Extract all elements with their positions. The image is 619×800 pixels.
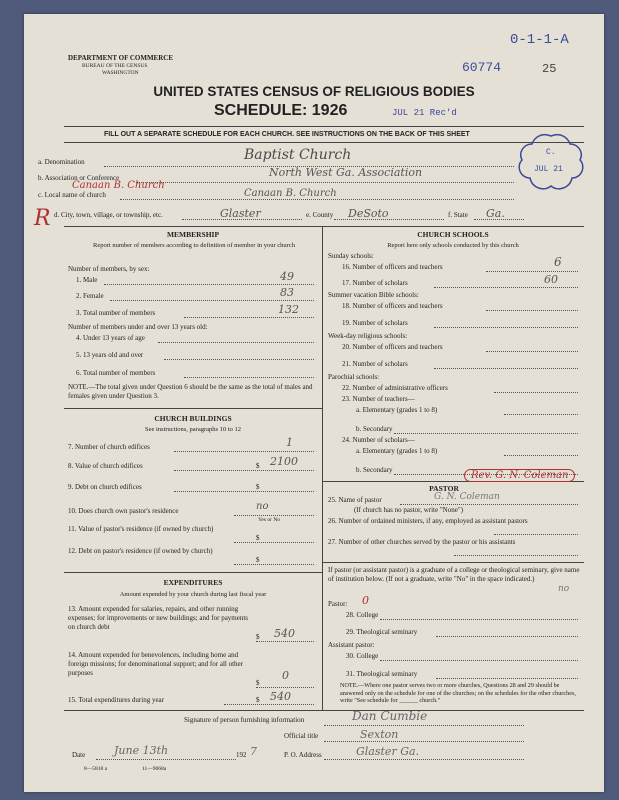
- q24a-line: [504, 455, 578, 456]
- q12-label: 12. Debt on pastor's residence (if owned by church): [68, 547, 213, 555]
- q3-value: 132: [278, 303, 299, 316]
- received-seal-icon: [516, 132, 586, 194]
- column-divider: [322, 226, 323, 710]
- signature-value: Dan Cumbie: [352, 709, 428, 723]
- membership-subtitle: Report number of members according to definition of member in your church: [93, 242, 295, 249]
- q2-value: 83: [280, 286, 294, 299]
- q18-label: 18. Number of officers and teachers: [342, 302, 443, 310]
- local-name-line: [120, 199, 514, 200]
- q24-label: 24. Number of scholars—: [342, 436, 415, 444]
- q11-label: 11. Value of pastor's residence (if owned by church): [68, 525, 214, 533]
- county-label: e. County: [306, 211, 334, 219]
- title-line: [324, 741, 524, 742]
- pastor-title: PASTOR: [429, 484, 459, 493]
- q17-label: 17. Number of scholars: [342, 279, 408, 287]
- q25-note: (If church has no pastor, write "None"): [354, 506, 464, 514]
- sunday-label: Sunday schools:: [328, 252, 374, 260]
- q25-value: G. N. Coleman: [434, 492, 500, 502]
- q1-label: 1. Male: [76, 276, 98, 284]
- department-label: DEPARTMENT OF COMMERCE: [68, 54, 174, 62]
- q28-label: 28. College: [346, 611, 379, 619]
- rule-grid-top: [64, 226, 584, 227]
- code-stamp: 0-1-1-A: [510, 32, 569, 48]
- buildings-subtitle: See instructions, paragraphs 10 to 12: [144, 426, 242, 433]
- q22-line: [494, 392, 578, 393]
- q21-label: 21. Number of scholars: [342, 360, 408, 368]
- census-schedule-page: [24, 14, 604, 792]
- rule-graduate: [322, 562, 584, 563]
- rule-top: [64, 126, 584, 127]
- q14-dollar: $: [256, 679, 260, 687]
- q11-dollar: $: [256, 534, 260, 542]
- city-field-label: d. City, town, village, or township, etc.: [54, 211, 163, 219]
- q7-line: [174, 451, 314, 452]
- rule-instruction: [64, 142, 584, 143]
- q12-dollar: $: [256, 556, 260, 564]
- rule-buildings: [64, 408, 322, 409]
- title-value: Sexton: [360, 728, 399, 741]
- q13-label: 13. Amount expended for salaries, repairs, and other running expenses; for improvements or new buildings; and for payments on church debt: [68, 605, 249, 631]
- form-title: UNITED STATES CENSUS OF RELIGIOUS BODIES: [153, 84, 475, 99]
- date-value: June 13th: [114, 744, 169, 757]
- q9-line: [174, 491, 314, 492]
- title-label: Official title: [284, 732, 319, 740]
- received-stamp: JUL 21 Rec'd: [392, 108, 457, 118]
- association-line: [136, 182, 514, 183]
- q15-dollar: $: [256, 696, 260, 704]
- county-value: DeSoto: [348, 207, 389, 220]
- schools-title: CHURCH SCHOOLS: [417, 230, 489, 239]
- q29-line: [436, 636, 578, 637]
- q23a-line: [504, 414, 578, 415]
- graduate-value: no: [558, 584, 570, 594]
- q23b-label: b. Secondary: [356, 425, 393, 433]
- q6-line: [184, 377, 314, 378]
- q12-line: [234, 564, 314, 565]
- city-value: Glaster: [220, 207, 261, 220]
- bureau-label: BUREAU OF THE CENSUS: [82, 63, 148, 69]
- q10-label: 10. Does church own pastor's residence: [68, 507, 179, 515]
- q27-line: [454, 555, 578, 556]
- q29-label: 29. Theological seminary: [346, 628, 418, 636]
- date-line: [96, 759, 236, 760]
- q17-line: [434, 287, 578, 288]
- q24a-label: a. Elementary (grades 1 to 8): [356, 447, 438, 455]
- parochial-label: Parochial schools:: [328, 373, 380, 381]
- buildings-title: CHURCH BUILDINGS: [154, 414, 232, 423]
- q19-label: 19. Number of scholars: [342, 319, 408, 327]
- q17-value: 60: [544, 273, 558, 286]
- state-label: f. State: [448, 211, 468, 219]
- pastor-sub-label: Pastor:: [328, 600, 348, 608]
- q7-label: 7. Number of church edifices: [68, 443, 150, 451]
- form-subtitle: SCHEDULE: 1926: [214, 102, 348, 119]
- seal-top: C.: [546, 148, 556, 157]
- q2-label: 2. Female: [76, 292, 104, 300]
- q9-label: 9. Debt on church edifices: [68, 483, 142, 491]
- by-sex-label: Number of members, by sex:: [68, 265, 150, 273]
- rule-expenditures: [64, 572, 322, 573]
- yes-no-hint: Yes or No: [258, 517, 281, 523]
- q10-value: no: [256, 501, 269, 512]
- expenditures-subtitle: Amount expended by your church during last fiscal year: [119, 591, 267, 598]
- q13-dollar: $: [256, 633, 260, 641]
- q28-line: [380, 619, 578, 620]
- q5-label: 5. 13 years old and over: [76, 351, 144, 359]
- pastor-sub-value: 0: [362, 594, 369, 607]
- q13-value: 540: [274, 627, 295, 640]
- q3-label: 3. Total number of members: [76, 309, 156, 317]
- age-label: Number of members under and over 13 years old:: [68, 323, 208, 331]
- q4-line: [158, 342, 314, 343]
- q15-label: 15. Total expenditures during year: [68, 696, 164, 704]
- schools-subtitle: Report here only schools conducted by this church: [387, 242, 519, 249]
- q23a-label: a. Elementary (grades 1 to 8): [356, 406, 438, 414]
- q30-label: 30. College: [346, 652, 379, 660]
- q15-line: [224, 704, 314, 705]
- state-value: Ga.: [486, 207, 505, 220]
- instruction-line: FILL OUT A SEPARATE SCHEDULE FOR EACH CHURCH. SEE INSTRUCTIONS ON THE BACK OF THIS SHEET: [104, 131, 470, 138]
- year-prefix: 192: [236, 751, 247, 759]
- q21-line: [434, 368, 578, 369]
- q8-value: 2100: [270, 455, 298, 468]
- summer-label: Summer vacation Bible schools:: [328, 291, 419, 299]
- q20-label: 20. Number of officers and teachers: [342, 343, 443, 351]
- expenditures-title: EXPENDITURES: [163, 578, 223, 587]
- q8-dollar: $: [256, 462, 260, 470]
- q30-line: [380, 660, 578, 661]
- print-code-1: 8—5818 a: [84, 766, 108, 772]
- address-label: P. O. Address: [284, 751, 322, 759]
- q14-value: 0: [282, 669, 289, 682]
- q1-line: [104, 284, 314, 285]
- q25-label: 25. Name of pastor: [328, 496, 382, 504]
- denomination-value: Baptist Church: [244, 147, 352, 163]
- q20-line: [486, 351, 578, 352]
- q15-value: 540: [270, 690, 291, 703]
- q14-line: [256, 687, 314, 688]
- r-mark: R: [34, 206, 51, 231]
- q19-line: [434, 327, 578, 328]
- pastor-note: NOTE.—Where one pastor serves two or more churches, Questions 28 and 29 should be answered only on the schedule for one of the churches; on the schedules for the other churches, write "See schedule for ______ church.": [340, 682, 576, 704]
- denomination-label: a. Denomination: [38, 158, 85, 166]
- q11-line: [234, 542, 314, 543]
- q26-line: [494, 534, 578, 535]
- q22-label: 22. Number of administrative officers: [342, 384, 448, 392]
- year-value: 7: [250, 745, 257, 758]
- q25-line: [400, 504, 578, 505]
- number-stamp: 60774: [462, 60, 502, 75]
- q2-line: [110, 300, 314, 301]
- q23-label: 23. Number of teachers—: [342, 395, 415, 403]
- number2-stamp: 25: [542, 62, 557, 76]
- q5-line: [164, 359, 314, 360]
- local-name-value: Canaan B. Church: [244, 188, 337, 199]
- print-code-2: 11—9068a: [142, 766, 167, 772]
- q1-value: 49: [280, 270, 294, 283]
- canaan-annotation: Canaan B. Church: [72, 180, 165, 191]
- q27-label: 27. Number of other churches served by the pastor or his assistants: [328, 538, 516, 546]
- q16-value: 6: [554, 255, 562, 269]
- q16-line: [486, 271, 578, 272]
- q18-line: [486, 310, 578, 311]
- q7-value: 1: [286, 436, 293, 449]
- rule-footer: [64, 710, 584, 711]
- city-label: WASHINGTON: [102, 70, 139, 76]
- q4-label: 4. Under 13 years of age: [76, 334, 145, 342]
- association-value: North West Ga. Association: [269, 166, 423, 179]
- q8-line: [174, 470, 314, 471]
- q8-label: 8. Value of church edifices: [68, 462, 143, 470]
- q26-label: 26. Number of ordained ministers, if any, employed as assistant pastors: [328, 517, 528, 525]
- membership-title: MEMBERSHIP: [166, 230, 220, 239]
- weekday-label: Week-day religious schools:: [328, 332, 408, 340]
- q31-line: [436, 678, 578, 679]
- q13-line: [256, 641, 314, 642]
- signature-line: [324, 725, 524, 726]
- graduate-instruction: If pastor (or assistant pastor) is a graduate of a college or theological seminary, give name of institution below. (If not a graduate, write "No" in the space indicated.): [328, 566, 580, 583]
- q14-label: 14. Amount expended for benevolences, including home and foreign missions; for denominational support; and for all other purposes: [68, 651, 243, 677]
- local-name-label: c. Local name of church: [38, 191, 106, 199]
- asst-label: Assistant pastor:: [328, 641, 375, 649]
- q6-label: 6. Total number of members: [76, 369, 156, 377]
- address-value: Glaster Ga.: [356, 745, 420, 758]
- q24b-label: b. Secondary: [356, 466, 393, 474]
- association-label: b. Association or Conference: [38, 174, 120, 182]
- seal-date: JUL 21: [534, 165, 563, 174]
- date-label: Date: [72, 751, 86, 759]
- q10-line: [234, 515, 314, 516]
- rev-annotation: Rev. G. N. Coleman: [464, 469, 575, 482]
- q9-dollar: $: [256, 483, 260, 491]
- q23b-line: [394, 433, 578, 434]
- q3-line: [184, 317, 314, 318]
- q16-label: 16. Number of officers and teachers: [342, 263, 443, 271]
- q31-label: 31. Theological seminary: [346, 670, 418, 678]
- membership-note: NOTE.—The total given under Question 6 should be the same as the total of males and females given under Question 3.: [68, 383, 313, 400]
- address-line: [324, 759, 524, 760]
- signature-label: Signature of person furnishing information: [184, 716, 305, 724]
